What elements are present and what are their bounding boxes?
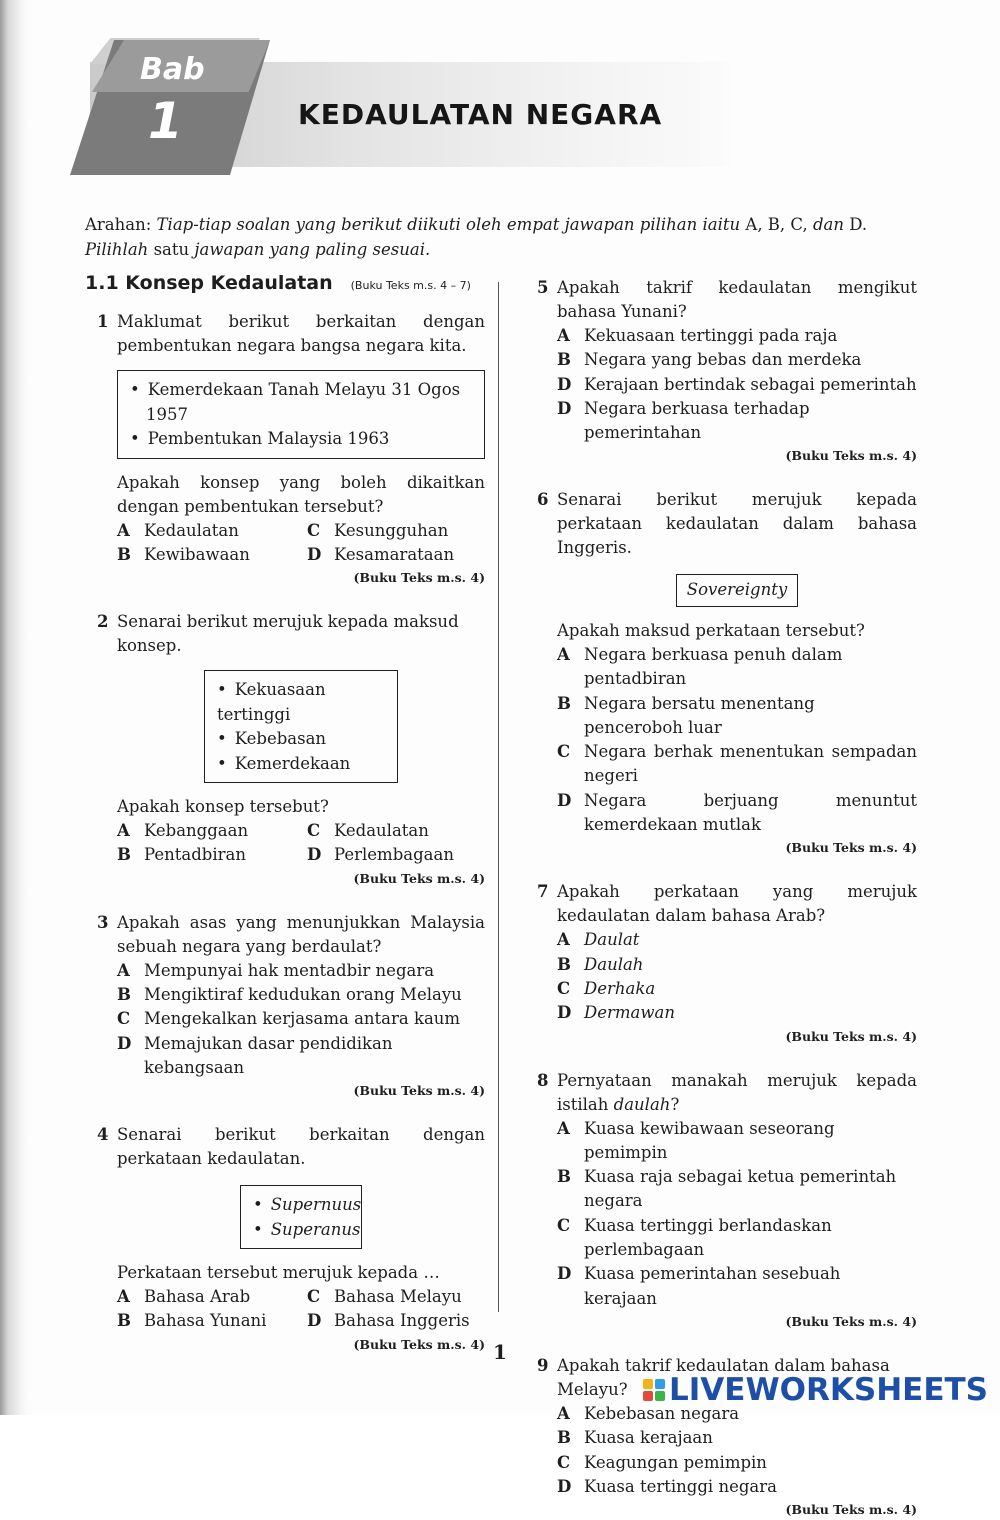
option-d[interactable] [557, 789, 917, 838]
option-text: Kekuasaan tertinggi pada raja [584, 326, 838, 345]
option-text: Daulah [584, 954, 644, 974]
left-column [85, 272, 485, 1355]
option-b[interactable] [557, 692, 917, 741]
option-letter: C [557, 1215, 571, 1235]
question-7 [525, 880, 917, 1046]
option-letter: D [557, 1476, 572, 1496]
question-number: 4 [97, 1125, 109, 1145]
option-text: Mempunyai hak mentadbir negara [144, 960, 435, 980]
question-stem: Apakah takrif kedaulatan mengikut bahasa Yunani? [557, 278, 917, 321]
option-text: Kuasa pemerintahan sesebuah kerajaan [584, 1264, 841, 1308]
textbook-reference: (Buku Teks m.s. 4) [785, 1313, 917, 1329]
option-text: Keagungan pemimpin [584, 1452, 767, 1472]
textbook-reference: (Buku Teks m.s. 4) [353, 870, 485, 886]
right-column [525, 272, 917, 1520]
option-text: Kedaulatan [144, 520, 239, 540]
question-6 [525, 488, 917, 858]
question-1 [85, 310, 485, 588]
option-a[interactable] [557, 643, 917, 692]
option-text: Bahasa Arab [144, 1287, 251, 1307]
option-letter: A [117, 520, 130, 540]
instructions-pilihlah: Pilihlah [85, 240, 149, 259]
option-b[interactable] [117, 543, 307, 567]
option-letter: D [117, 1033, 132, 1053]
option-letter: A [557, 1118, 570, 1138]
option-c[interactable] [307, 1285, 487, 1309]
option-letter: C [557, 978, 571, 998]
option-d[interactable] [557, 1262, 917, 1311]
question-5 [525, 276, 917, 466]
instructions-dan: dan [812, 215, 844, 234]
box-item: • Supernuus [253, 1193, 351, 1218]
question-stem: Senarai berikut merujuk kepada maksud konsep. [117, 612, 459, 656]
liveworksheets-wordmark: LIVEWORKSHEETS [669, 1372, 988, 1408]
option-letter: A [117, 821, 130, 841]
option-letter: B [557, 693, 571, 713]
info-box [117, 370, 485, 459]
chapter-title: KEDAULATAN NEGARA [298, 98, 663, 131]
instructions-satu: satu [153, 240, 190, 259]
option-letter: D [557, 374, 572, 394]
question-3 [85, 911, 485, 1101]
option-text: Bahasa Inggeris [334, 1311, 470, 1331]
instructions [85, 212, 915, 262]
option-text: Negara berkuasa penuh dalam pentadbiran [584, 644, 843, 689]
option-letter: C [557, 1452, 571, 1472]
textbook-reference: (Buku Teks m.s. 4) [785, 1028, 917, 1044]
option-letter: A [117, 1287, 130, 1307]
option-b[interactable] [117, 843, 307, 867]
question-4 [85, 1123, 485, 1355]
option-a[interactable] [557, 1117, 917, 1166]
textbook-reference: (Buku Teks m.s. 4) [785, 1502, 917, 1518]
question-number: 9 [537, 1355, 549, 1375]
option-a[interactable] [117, 959, 485, 983]
question-number: 7 [537, 882, 549, 902]
option-b[interactable] [117, 1309, 307, 1333]
option-c[interactable] [557, 1451, 917, 1475]
question-number: 8 [537, 1070, 549, 1090]
info-box [204, 670, 398, 783]
options [117, 519, 485, 568]
box-item: • Kekuasaan tertinggi [217, 678, 387, 727]
option-a[interactable] [117, 819, 307, 843]
option-letter: D [307, 1311, 322, 1331]
option-text: Kuasa tertinggi berlandaskan perlembagaan [584, 1215, 832, 1260]
textbook-reference: (Buku Teks m.s. 4) [785, 840, 917, 856]
question-stem-term: daulah [613, 1094, 671, 1114]
page-number: 1 [493, 1340, 507, 1364]
question-stem: Apakah perkataan yang merujuk kedaulatan dalam bahasa Arab? [557, 882, 917, 926]
option-c[interactable] [307, 519, 487, 543]
textbook-reference: (Buku Teks m.s. 4) [353, 1336, 485, 1352]
instructions-text: Tiap-tiap soalan yang berikut diikuti oleh empat jawapan pilihan iaitu [156, 215, 741, 234]
instructions-d: D. [849, 215, 868, 234]
option-text: Bahasa Yunani [144, 1311, 267, 1331]
option-b[interactable] [557, 1165, 917, 1214]
option-text: Kebebasan negara [584, 1403, 740, 1423]
option-c[interactable] [117, 1007, 485, 1031]
option-text: Mengekalkan kerjasama antara kaum [144, 1009, 461, 1029]
instructions-text-end: jawapan yang paling sesuai. [194, 240, 431, 259]
option-text: Pentadbiran [144, 845, 246, 865]
option-letter: C [307, 821, 321, 841]
section-reference: (Buku Teks m.s. 4 – 7) [350, 279, 471, 292]
options [117, 1285, 485, 1334]
box-item: • Pembentukan Malaysia 1963 [130, 427, 474, 452]
option-text: Kedaulatan [334, 821, 429, 841]
question-stem-mark: ? [670, 1094, 680, 1114]
option-a[interactable] [557, 928, 917, 952]
column-divider [498, 282, 499, 1312]
option-d[interactable] [307, 543, 487, 567]
box-item: • Kebebasan [217, 727, 387, 752]
section-title: 1.1 Konsep Kedaulatan [85, 272, 333, 294]
option-a[interactable] [117, 519, 307, 543]
question-stem: Apakah asas yang menunjukkan Malaysia sebuah negara yang berdaulat? [117, 912, 485, 956]
option-c[interactable] [557, 373, 917, 397]
option-text: Negara yang bebas dan merdeka [584, 350, 862, 370]
option-text: Negara berkuasa terhadap pemerintahan [584, 398, 810, 443]
chapter-label: Bab [140, 52, 205, 87]
option-text: Kuasa kerajaan [584, 1428, 713, 1448]
question-number: 2 [97, 612, 109, 632]
option-letter: D [557, 1264, 572, 1284]
option-text: Kesungguhan [334, 520, 449, 540]
textbook-reference: (Buku Teks m.s. 4) [785, 448, 917, 464]
option-letter: D [557, 398, 572, 418]
option-c[interactable] [307, 819, 487, 843]
option-text: Negara bersatu menentang penceroboh luar [584, 693, 815, 737]
option-c[interactable] [557, 977, 917, 1001]
option-text: Kesamarataan [334, 544, 455, 564]
liveworksheets-logo[interactable] [643, 1372, 988, 1408]
option-d[interactable] [117, 1032, 485, 1081]
question-stem-text: Pernyataan manakah merujuk kepada istilah [557, 1070, 917, 1114]
option-letter: A [117, 960, 130, 980]
question-stem: Senarai berikut merujuk kepada perkataan kedaulatan dalam bahasa Inggeris. [557, 490, 917, 558]
option-c[interactable] [557, 740, 917, 789]
question-stem: Senarai berikut berkaitan dengan perkataan kedaulatan. [117, 1125, 485, 1169]
option-letter: A [557, 644, 570, 664]
option-letter: B [117, 544, 131, 564]
option-letter: A [557, 930, 570, 950]
option-d[interactable] [307, 843, 487, 867]
section-heading [85, 272, 485, 294]
option-b[interactable] [557, 348, 917, 372]
option-text: Daulat [584, 930, 640, 950]
option-letter: D [307, 845, 322, 865]
option-text: Negara berhak menentukan sempadan negeri [584, 742, 917, 786]
option-letter: C [117, 1009, 131, 1029]
instructions-letters: A, B, C, [745, 215, 808, 234]
option-letter: B [117, 984, 131, 1004]
option-text: Kuasa tertinggi negara [584, 1476, 777, 1496]
option-text: Derhaka [584, 978, 656, 998]
question-number: 3 [97, 912, 109, 932]
option-b[interactable] [557, 953, 917, 977]
option-text: Mengiktiraf kedudukan orang Melayu [144, 984, 462, 1004]
option-d[interactable] [557, 397, 917, 446]
option-text: Kewibawaan [144, 544, 250, 564]
option-a[interactable] [557, 324, 917, 348]
info-box [240, 1185, 362, 1249]
question-number: 6 [537, 490, 549, 510]
option-letter: A [557, 326, 570, 345]
textbook-reference: (Buku Teks m.s. 4) [353, 1083, 485, 1099]
option-text: Kuasa kewibawaan seseorang pemimpin [584, 1118, 835, 1162]
option-text: Kerajaan bertindak sebagai pemerintah [584, 374, 917, 394]
option-d[interactable] [307, 1309, 487, 1333]
option-a[interactable] [117, 1285, 307, 1309]
option-d[interactable] [557, 1475, 917, 1499]
option-letter: B [557, 954, 571, 974]
option-letter: B [117, 1311, 131, 1331]
box-item: • Kemerdekaan Tanah Melayu 31 Ogos 1957 [130, 378, 474, 427]
question-stem: Maklumat berikut berkaitan dengan pembentukan negara bangsa negara kita. [117, 312, 485, 355]
instructions-label: Arahan: [85, 215, 152, 234]
option-letter: D [557, 790, 572, 810]
option-letter: D [307, 544, 322, 564]
info-box: Sovereignty [676, 574, 798, 607]
option-letter: B [557, 1428, 571, 1448]
option-letter: B [117, 845, 131, 865]
option-letter: B [557, 350, 571, 370]
textbook-reference: (Buku Teks m.s. 4) [353, 570, 485, 586]
question-stem: Apakah takrif kedaulatan dalam bahasa Melayu? [557, 1355, 890, 1399]
option-letter: D [557, 1003, 572, 1023]
option-text: Kuasa raja sebagai ketua pemerintah negara [584, 1167, 897, 1211]
question-prompt: Apakah konsep yang boleh dikaitkan dengan pembentukan tersebut? [117, 472, 485, 516]
option-letter: C [307, 1287, 321, 1307]
option-text: Memajukan dasar pendidikan kebangsaan [144, 1033, 393, 1077]
question-prompt: Perkataan tersebut merujuk kepada … [117, 1263, 440, 1283]
option-letter: A [557, 1403, 570, 1423]
question-stem [557, 1069, 917, 1117]
chapter-number: 1 [148, 92, 183, 150]
options [117, 819, 485, 868]
option-text: Dermawan [584, 1003, 675, 1023]
option-d[interactable] [557, 1001, 917, 1025]
option-text: Bahasa Melayu [334, 1287, 462, 1307]
question-number: 1 [97, 312, 109, 331]
option-letter: C [307, 520, 321, 540]
option-text: Negara berjuang menuntut kemerdekaan mutlak [584, 790, 917, 835]
option-letter: C [557, 742, 571, 762]
page-edge-shadow [0, 0, 30, 1415]
question-2 [85, 610, 485, 889]
box-item: • Kemerdekaan [217, 752, 387, 777]
option-text: Kebanggaan [144, 821, 249, 841]
option-c[interactable] [557, 1214, 917, 1263]
option-b[interactable] [557, 1426, 917, 1450]
box-item: • Superanus [253, 1218, 351, 1243]
question-prompt: Apakah maksud perkataan tersebut? [557, 620, 865, 640]
question-8 [525, 1069, 917, 1332]
option-letter: B [557, 1167, 571, 1187]
option-b[interactable] [117, 983, 485, 1007]
liveworksheets-icon [643, 1379, 665, 1401]
question-prompt: Apakah konsep tersebut? [117, 797, 329, 817]
option-text: Perlembagaan [334, 845, 454, 865]
question-number: 5 [537, 278, 549, 297]
